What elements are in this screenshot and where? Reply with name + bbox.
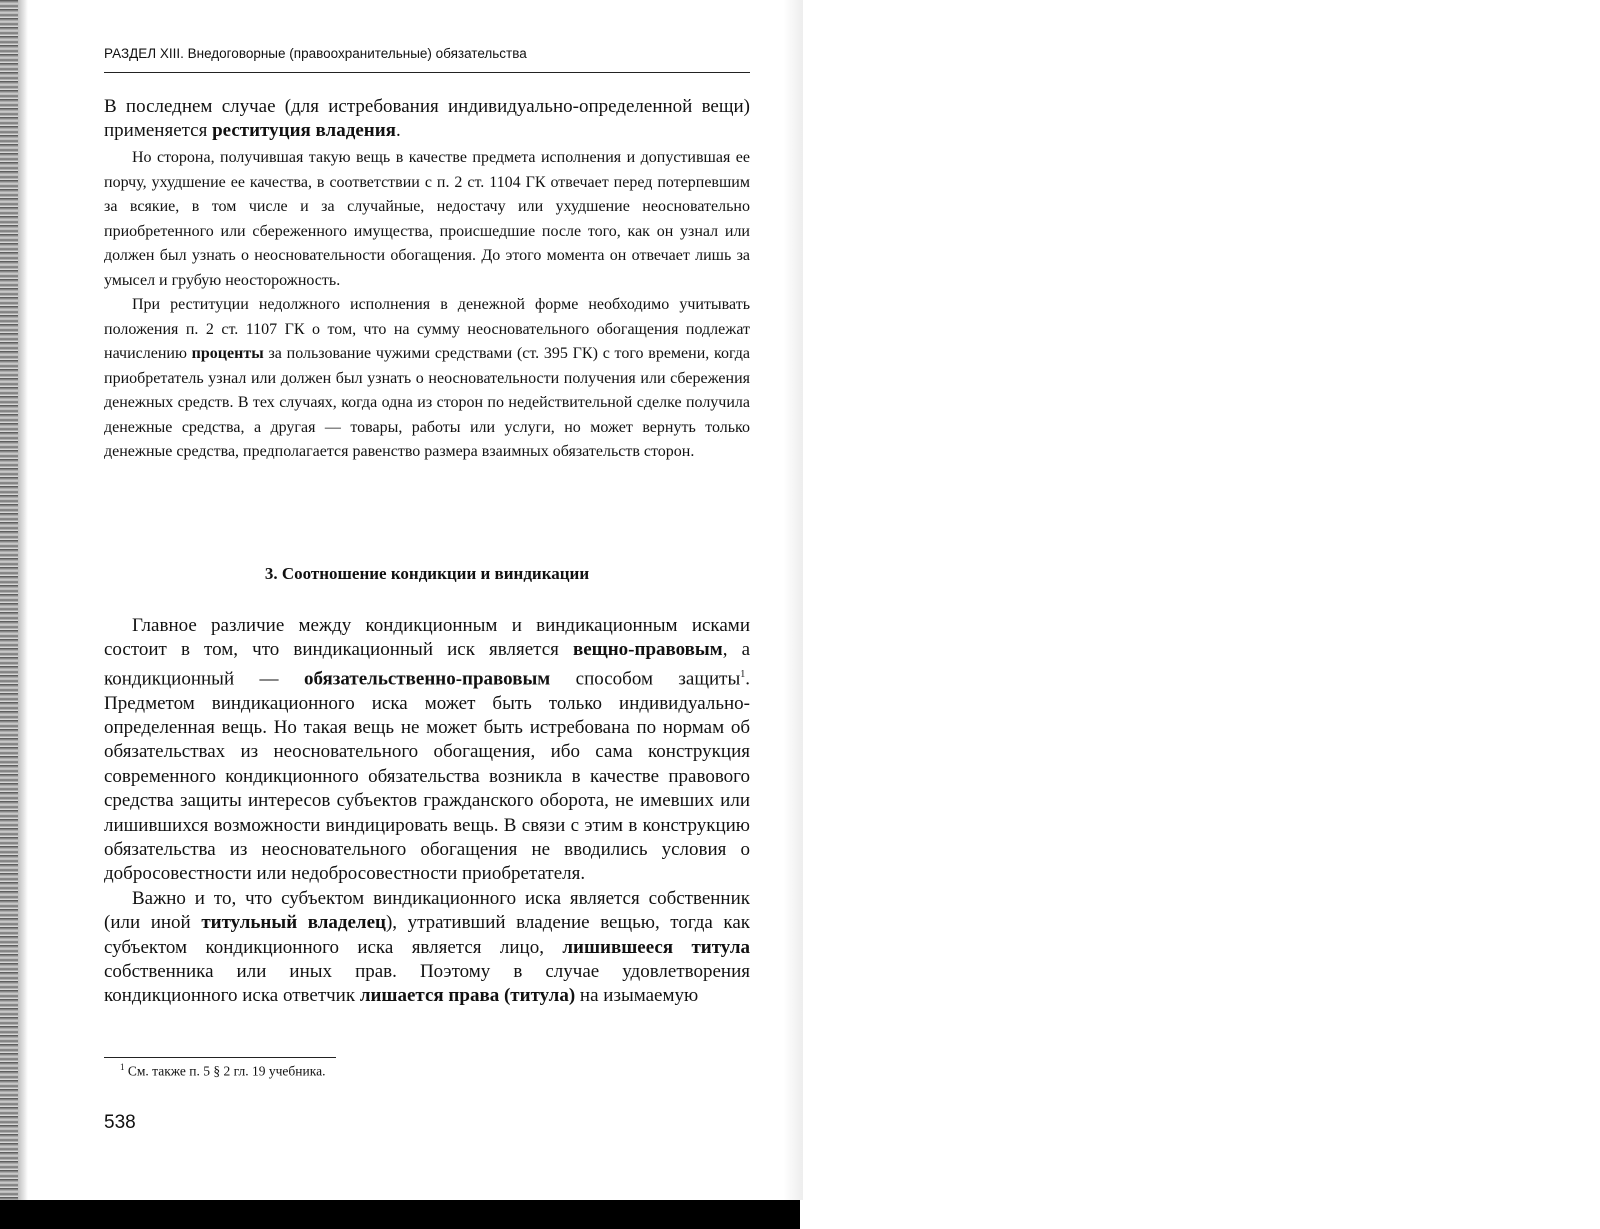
running-title: РАЗДЕЛ XIII. Внедоговорные (правоохранительные) обязательства — [104, 46, 527, 61]
small-text-block — [104, 146, 750, 465]
footnote-divider — [104, 1057, 336, 1058]
footnote — [120, 1062, 325, 1080]
term-obligation-right: обязательственно-правовым — [303, 668, 551, 690]
paragraph-4: Главное различие между кондикционным и виндикационным исками состоит в том, что виндикационный иск является вещно-правовым, а кондикционный — обязательственно-правовым способом защиты$^1$. Предметом виндикационного иска может быть только индивидуально-определенная вещь. Но такая вещь не может быть истребована по нормам об обязательствах из неосновательного обогащения, ибо сама конструкция современного кондикционного обязательства возникла в качестве правового средства защиты интересов субъектов гражданского оборота, не имевших или лишившихся возможности виндицировать вещь. В связи с этим в конструкцию обязательства из неосновательного обогащения не вводились условия о добросовестности или недобросовестности приобретателя. — [104, 615, 750, 885]
paragraph-2: Но сторона, получившая такую вещь в качестве предмета исполнения и допустившая ее порчу, ухудшение ее качества, в соответствии с п. 2 ст. 1104 ГК отвечает перед потерпевшим за всякие, в том числе и за случайные, недостачу или ухудшение неосновательно приобретенного или сбереженного имущества, происшедшие после того, как он узнал или должен был узнать о неосновательности обогащения. До этого момента он отвечает лишь за умысел и грубую неосторожность. — [104, 149, 750, 289]
main-text-block — [104, 614, 750, 1009]
section-heading: 3. Соотношение кондикции и виндикации — [264, 564, 590, 583]
running-header — [104, 44, 750, 73]
term-real-right: вещно-правовым — [572, 639, 723, 661]
term-restitution: реституция владения — [212, 120, 396, 142]
footnote-number: 1 — [120, 1062, 125, 1072]
footnote-reference[interactable]: 1 — [740, 668, 746, 680]
spine-gradient — [18, 0, 28, 1229]
scan-bottom-border — [0, 1200, 800, 1229]
term-lost-title: лишившееся титула — [562, 936, 750, 958]
page-edge-shadow — [783, 0, 803, 1200]
paragraph-3: При реституции недолжного исполнения в денежной форме необходимо учитывать положения п. 2 ст. 1107 ГК о том, что на сумму неосновательного обогащения подлежат начислению проценты за пользование чужими средствами (ст. 395 ГК) с того времени, когда приобретатель узнал или должен был узнать о неосновательности получения или сбережения денежных средств. В тех случаях, когда одна из сторон по недействительной сделке получила денежные средства, а другая — товары, работы или услуги, но может вернуть только денежные средства, предполагается равенство размера взаимных обязательств сторон. — [104, 296, 750, 460]
term-title-owner: титульный владелец — [201, 912, 386, 934]
intro-paragraph — [104, 95, 750, 144]
page-number: 538 — [104, 1112, 136, 1133]
term-loses-right: лишается права (титула) — [359, 985, 576, 1007]
footnote-text: См. также п. 5 § 2 гл. 19 учебника. — [124, 1063, 326, 1079]
term-interest: проценты — [191, 345, 264, 362]
book-spine-shadow — [0, 0, 18, 1229]
paragraph-1: В последнем случае (для истребования индивидуально-определенной вещи) применяется реституция владения. — [104, 96, 750, 142]
paragraph-5: Важно и то, что субъектом виндикационного иска является собственник (или иной титульный владелец), утративший владение вещью, тогда как субъектом кондикционного иска является лицо, лишившееся титула собственника или иных прав. Поэтому в случае удовлетворения кондикционного иска ответчик лишается права (титула) на изымаемую — [104, 887, 750, 1007]
